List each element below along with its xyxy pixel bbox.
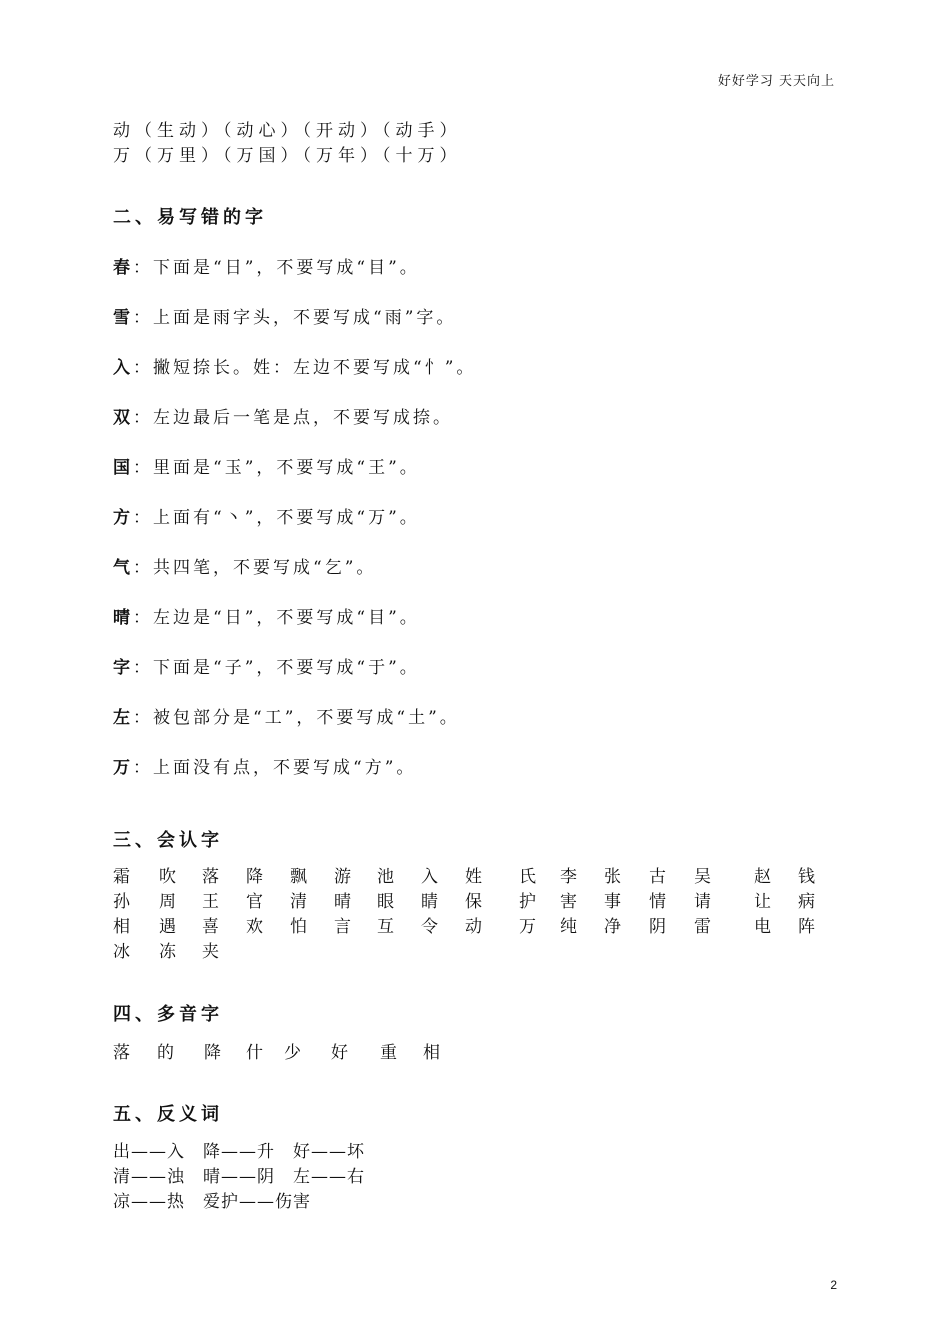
char-cell: 古 xyxy=(649,867,666,887)
antonym-line: 出——入 降——升 好——坏 xyxy=(113,1142,365,1162)
char-cell: 张 xyxy=(604,867,621,887)
polyphone-row xyxy=(113,1038,843,1062)
char-cell: 阵 xyxy=(798,917,815,937)
char-cell: 动 xyxy=(465,917,482,937)
char-cell: 氏 xyxy=(519,867,536,887)
char-cell: 欢 xyxy=(246,917,263,937)
polyphone-char: 重 xyxy=(380,1043,397,1063)
char-cell: 事 xyxy=(604,892,621,912)
antonym-line: 凉——热 爱护——伤害 xyxy=(113,1192,311,1212)
text-line: 动（生动）（动心）（开动）（动手） xyxy=(113,121,462,141)
char-cell: 病 xyxy=(798,892,815,912)
rule-char: 字 xyxy=(113,658,133,678)
char-cell: 夹 xyxy=(202,942,219,962)
char-cell: 钱 xyxy=(798,867,815,887)
rule-text: ：上面没有点，不要写成“方”。 xyxy=(133,758,417,778)
char-cell: 睛 xyxy=(421,892,438,912)
char-cell: 游 xyxy=(334,867,351,887)
rule-char: 方 xyxy=(113,508,133,528)
char-cell: 入 xyxy=(421,867,438,887)
char-row xyxy=(113,862,843,886)
rule-item xyxy=(113,503,420,528)
char-cell: 纯 xyxy=(560,917,577,937)
section-heading: 三、会认字 xyxy=(113,830,223,851)
rule-item xyxy=(113,603,420,628)
char-cell: 降 xyxy=(246,867,263,887)
page-number: 2 xyxy=(830,1278,837,1292)
char-cell: 赵 xyxy=(754,867,771,887)
char-cell: 周 xyxy=(159,892,176,912)
char-cell: 飘 xyxy=(290,867,307,887)
polyphone-char: 落 xyxy=(113,1043,130,1063)
rule-char: 万 xyxy=(113,758,133,778)
char-cell: 李 xyxy=(560,867,577,887)
char-cell: 害 xyxy=(560,892,577,912)
char-cell: 万 xyxy=(519,917,536,937)
rule-char: 双 xyxy=(113,408,133,428)
char-cell: 官 xyxy=(246,892,263,912)
rule-text: ：里面是“玉”，不要写成“王”。 xyxy=(133,458,420,478)
rule-text: ：左边最后一笔是点，不要写成捺。 xyxy=(133,408,453,428)
rule-item xyxy=(113,553,376,578)
char-cell: 吹 xyxy=(159,867,176,887)
rule-text: ：左边是“日”，不要写成“目”。 xyxy=(133,608,420,628)
char-cell: 阴 xyxy=(649,917,666,937)
rule-char: 雪 xyxy=(113,308,133,328)
char-row xyxy=(113,937,843,961)
char-cell: 清 xyxy=(290,892,307,912)
char-cell: 池 xyxy=(377,867,394,887)
char-cell: 冰 xyxy=(113,942,130,962)
char-cell: 吴 xyxy=(694,867,711,887)
char-cell: 令 xyxy=(421,917,438,937)
rule-char: 气 xyxy=(113,558,133,578)
char-cell: 相 xyxy=(113,917,130,937)
char-cell: 电 xyxy=(754,917,771,937)
rule-text: ：下面是“日”，不要写成“目”。 xyxy=(133,258,420,278)
rule-item xyxy=(113,353,476,378)
rule-text: ：上面是雨字头，不要写成“雨”字。 xyxy=(133,308,457,328)
char-cell: 喜 xyxy=(202,917,219,937)
char-cell: 言 xyxy=(334,917,351,937)
char-cell: 请 xyxy=(694,892,711,912)
char-cell: 霜 xyxy=(113,867,130,887)
char-cell: 互 xyxy=(377,917,394,937)
rule-item xyxy=(113,753,416,778)
rule-item xyxy=(113,703,460,728)
rule-char: 国 xyxy=(113,458,133,478)
rule-char: 左 xyxy=(113,708,133,728)
char-cell: 落 xyxy=(202,867,219,887)
char-cell: 情 xyxy=(649,892,666,912)
page-header: 好好学习 天天向上 xyxy=(717,74,835,89)
polyphone-char: 好 xyxy=(331,1043,348,1063)
section-heading: 二、易写错的字 xyxy=(113,207,267,228)
polyphone-char: 的 xyxy=(157,1043,174,1063)
char-cell: 晴 xyxy=(334,892,351,912)
char-row xyxy=(113,912,843,936)
char-cell: 怕 xyxy=(290,917,307,937)
char-cell: 护 xyxy=(519,892,536,912)
rule-text: ：被包部分是“工”，不要写成“土”。 xyxy=(133,708,460,728)
rule-item xyxy=(113,403,453,428)
rule-char: 入 xyxy=(113,358,133,378)
polyphone-char: 相 xyxy=(423,1043,440,1063)
char-cell: 让 xyxy=(754,892,771,912)
section-heading: 四、多音字 xyxy=(113,1004,223,1025)
section-heading: 五、反义词 xyxy=(113,1104,223,1125)
antonym-line: 清——浊 晴——阴 左——右 xyxy=(113,1167,365,1187)
polyphone-char: 少 xyxy=(284,1043,301,1063)
rule-item xyxy=(113,303,456,328)
char-row xyxy=(113,887,843,911)
rule-item xyxy=(113,653,420,678)
char-cell: 姓 xyxy=(465,867,482,887)
char-cell: 遇 xyxy=(159,917,176,937)
char-cell: 眼 xyxy=(377,892,394,912)
rule-item xyxy=(113,453,420,478)
rule-char: 晴 xyxy=(113,608,133,628)
polyphone-char: 降 xyxy=(204,1043,221,1063)
char-cell: 雷 xyxy=(694,917,711,937)
char-cell: 孙 xyxy=(113,892,130,912)
polyphone-char: 什 xyxy=(246,1043,263,1063)
rule-text: ：下面是“子”，不要写成“于”。 xyxy=(133,658,420,678)
rule-text: ：上面有“丶”，不要写成“万”。 xyxy=(133,508,420,528)
text-line: 万（万里）（万国）（万年）（十万） xyxy=(113,146,462,166)
rule-item xyxy=(113,253,420,278)
char-cell: 冻 xyxy=(159,942,176,962)
rule-text: ：共四笔，不要写成“乞”。 xyxy=(133,558,377,578)
rule-char: 春 xyxy=(113,258,133,278)
char-cell: 王 xyxy=(202,892,219,912)
rule-text: ：撇短捺长。姓：左边不要写成“忄”。 xyxy=(133,358,477,378)
char-cell: 保 xyxy=(465,892,482,912)
char-cell: 净 xyxy=(604,917,621,937)
